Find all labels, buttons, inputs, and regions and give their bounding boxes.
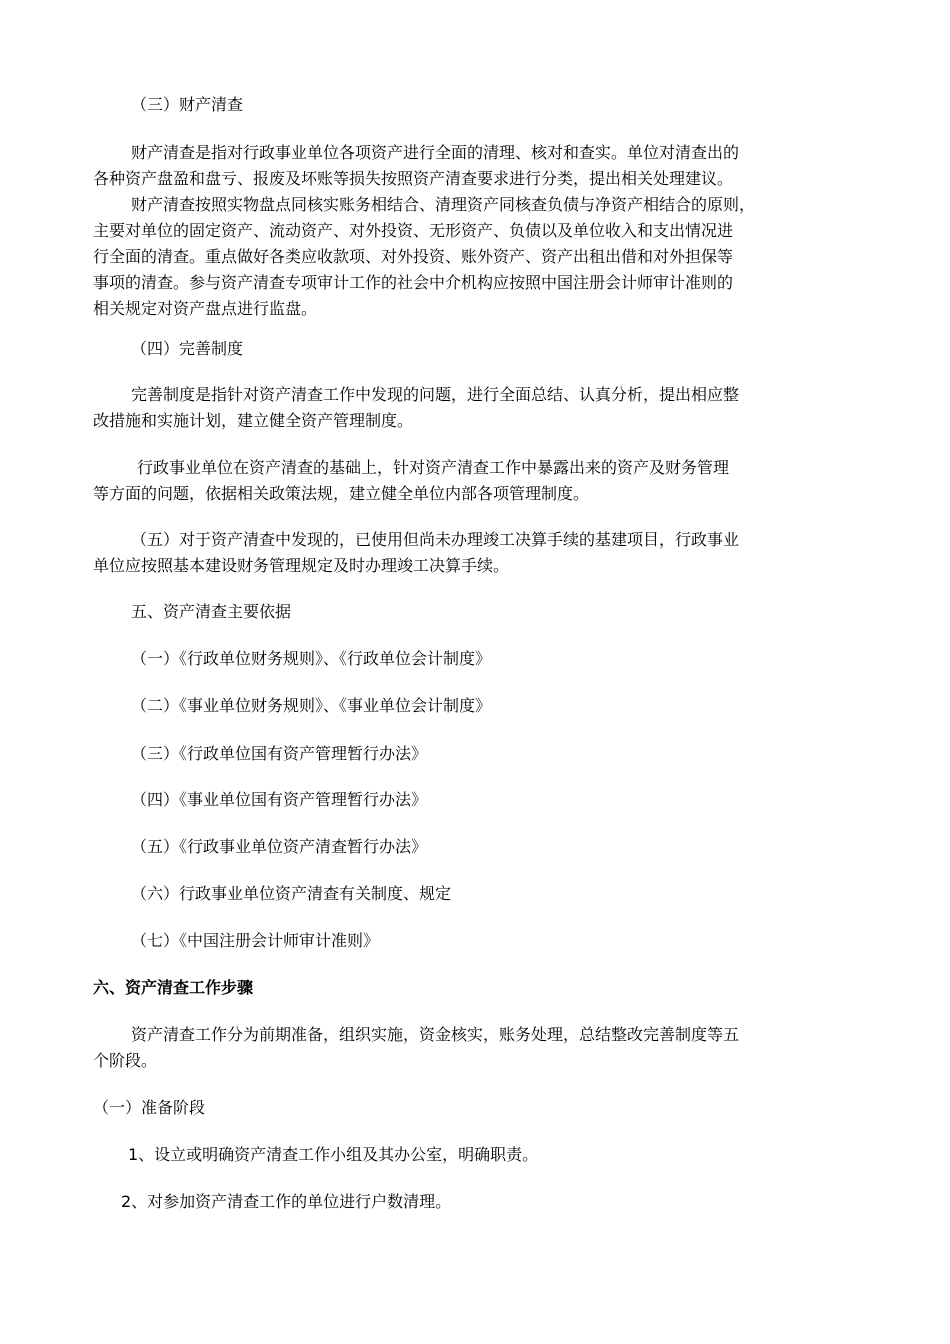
steps-para-line1: 资产清查工作分为前期准备，组织实施，资金核实，账务处理，总结整改完善制度等五: [131, 1025, 740, 1044]
section-3-para2-line2: 主要对单位的固定资产、流动资产、对外投资、无形资产、负债以及单位收入和支出情况进: [93, 221, 734, 240]
section-3-para2-line3: 行全面的清查。重点做好各类应收款项、对外投资、账外资产、资产出租出借和对外担保等: [93, 247, 734, 266]
prep-item: 2、对参加资产清查工作的单位进行户数清理。: [121, 1192, 452, 1211]
basis-heading: 五、资产清查主要依据: [131, 602, 292, 621]
section-4-para1-line1: 完善制度是指针对资产清查工作中发现的问题，进行全面总结、认真分析，提出相应整: [131, 385, 740, 404]
section-4-heading: （四）完善制度: [131, 339, 244, 358]
section-5-para-line2: 单位应按照基本建设财务管理规定及时办理竣工决算手续。: [93, 556, 510, 575]
basis-item: （一）《行政单位财务规则》、《行政单位会计制度》: [131, 649, 492, 668]
section-4-para2-line2: 等方面的问题，依据相关政策法规，建立健全单位内部各项管理制度。: [93, 484, 590, 503]
section-4-para1-line2: 改措施和实施计划，建立健全资产管理制度。: [93, 411, 414, 430]
steps-heading: 六、资产清查工作步骤: [93, 978, 254, 997]
basis-item: （四）《事业单位国有资产管理暂行办法》: [131, 790, 428, 809]
section-3-para2-line5: 相关规定对资产盘点进行监盘。: [93, 299, 318, 318]
steps-para-line2: 个阶段。: [93, 1051, 158, 1070]
prep-stage-heading: （一）准备阶段: [93, 1098, 206, 1117]
basis-item: （六）行政事业单位资产清查有关制度、规定: [131, 884, 452, 903]
section-3-heading: （三）财产清查: [131, 95, 244, 114]
section-3-para1-line1: 财产清查是指对行政事业单位各项资产进行全面的清理、核对和查实。单位对清查出的: [131, 143, 740, 162]
basis-item: （七）《中国注册会计师审计准则》: [131, 931, 380, 950]
prep-item: 1、设立或明确资产清查工作小组及其办公室，明确职责。: [128, 1145, 539, 1164]
section-4-para2-line1: 行政事业单位在资产清查的基础上，针对资产清查工作中暴露出来的资产及财务管理: [137, 458, 730, 477]
section-3-para2-line4: 事项的清查。参与资产清查专项审计工作的社会中介机构应按照中国注册会计师审计准则的: [93, 273, 734, 292]
basis-item: （五）《行政事业单位资产清查暂行办法》: [131, 837, 428, 856]
section-3-para2-line1: 财产清查按照实物盘点同核实账务相结合、清理资产同核查负债与净资产相结合的原则，: [131, 195, 756, 214]
basis-item: （二）《事业单位财务规则》、《事业单位会计制度》: [131, 696, 492, 715]
basis-item: （三）《行政单位国有资产管理暂行办法》: [131, 744, 428, 763]
section-5-para-line1: （五）对于资产清查中发现的，已使用但尚未办理竣工决算手续的基建项目，行政事业: [131, 530, 740, 549]
section-3-para1-line2: 各种资产盘盈和盘亏、报废及坏账等损失按照资产清查要求进行分类，提出相关处理建议。: [93, 169, 734, 188]
